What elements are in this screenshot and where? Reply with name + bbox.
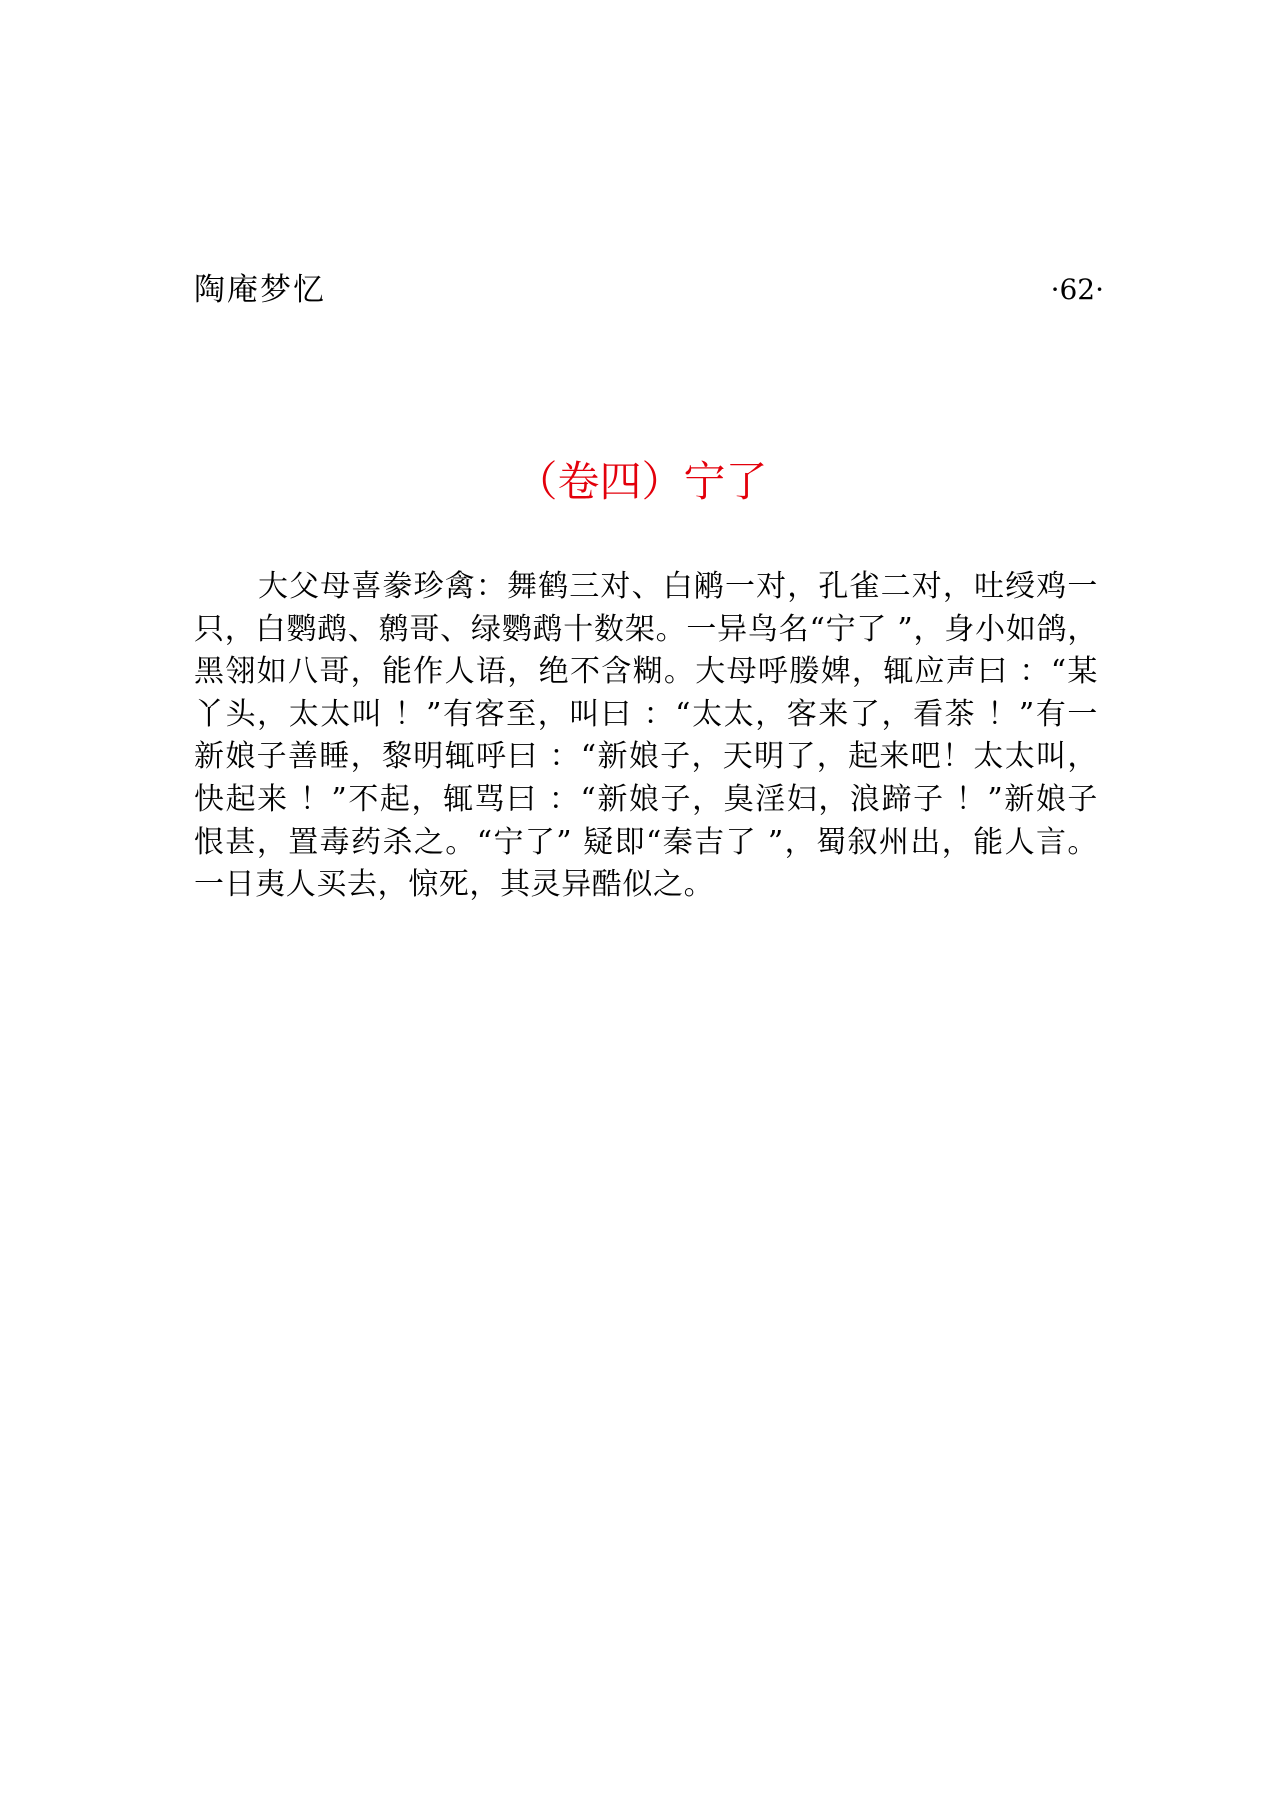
chapter-title: （卷四）宁了 [515,457,768,506]
paragraph: 大父母喜豢珍禽：舞鹤三对、白鹇一对，孔雀二对，吐绶鸡一只，白鹦鹉、鹩哥、绿鹦鹉十数架。一异鸟名“宁了 ”，身小如鸽，黑翎如八哥，能作人语，绝不含糊。大母呼媵婢，辄应声曰 ：“某丫头，太太叫 ！”有客至，叫曰 ：“太太，客来了，看茶 ！”有一新娘子善睡，黎明辄呼曰 ：“新娘子，天明了，起来吧！太太叫，快起来 ！”不起，辄骂曰 ：“新娘子，臭淫妇，浪蹄子 ！”新娘子恨甚，置毒药杀之。“宁了” 疑即“秦吉了 ”，蜀叙州出，能人言。一日夷人买去，惊死，其灵异酷似之。 [194,569,1098,903]
page-number: ·62· [1050,273,1104,306]
book-title: 陶庵梦忆 [194,272,326,308]
body-text [194,566,1098,907]
running-head [194,268,1104,312]
